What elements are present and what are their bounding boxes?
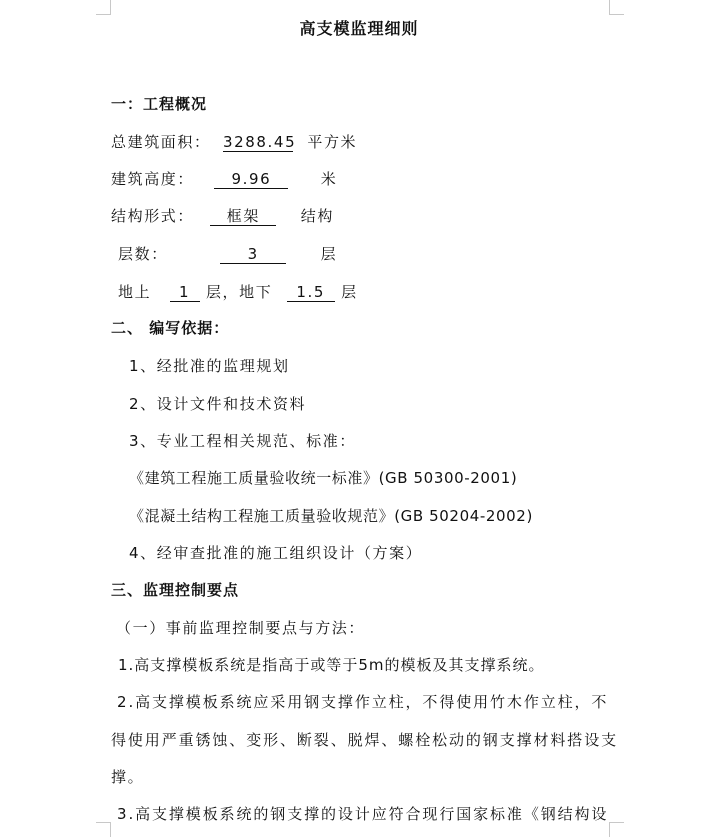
- standard-item: 《混凝土结构工程施工质量验收规范》(GB 50204-2002): [129, 507, 533, 525]
- paragraph-line: 3.高支撑模板系统的钢支撑的设计应符合现行国家标准《钢结构设: [117, 805, 609, 823]
- height-value: 9.96: [214, 170, 288, 189]
- floors-row: [118, 244, 337, 264]
- height-label: 建筑高度：: [111, 170, 195, 188]
- above-below-row: [118, 282, 358, 302]
- basis-item: 2、设计文件和技术资料: [129, 395, 307, 413]
- paragraph-line: 撑。: [111, 768, 145, 786]
- paragraph-line: 得使用严重锈蚀、变形、断裂、脱焊、螺栓松动的钢支撑材料搭设支: [111, 731, 619, 749]
- section3-heading: 三、监理控制要点: [111, 581, 240, 599]
- below-value: 1.5: [287, 283, 335, 302]
- paragraph: 1.高支撑模板系统是指高于或等于5m的模板及其支撑系统。: [118, 656, 545, 674]
- basis-item: 3、专业工程相关规范、标准：: [129, 432, 356, 450]
- above-unit: 层，地下: [205, 283, 273, 301]
- section1-heading: 一：工程概况: [111, 95, 208, 113]
- area-label: 总建筑面积：: [111, 133, 211, 151]
- floors-value: 3: [220, 245, 286, 264]
- below-unit: 层: [341, 283, 358, 301]
- page-corner-mark: [609, 0, 624, 15]
- above-value: 1: [170, 283, 200, 302]
- height-row: [111, 169, 337, 189]
- document-title: 高支模监理细则: [299, 19, 419, 38]
- standard-item: 《建筑工程施工质量验收统一标准》(GB 50300-2001): [129, 469, 518, 487]
- basis-item: 4、经审查批准的施工组织设计（方案）: [129, 544, 423, 562]
- above-label: 地上: [118, 283, 152, 301]
- basis-item: 1、经批准的监理规划: [129, 357, 290, 375]
- structure-unit: 结构: [300, 207, 334, 225]
- page-corner-mark: [96, 822, 111, 837]
- area-unit: 平方米: [307, 133, 358, 151]
- area-value: 3288.45: [222, 133, 297, 151]
- page-corner-mark: [609, 822, 624, 837]
- floors-unit: 层: [320, 245, 338, 263]
- structure-label: 结构形式：: [111, 207, 195, 225]
- structure-value: 框架: [210, 207, 276, 226]
- paragraph-line: 2.高支撑模板系统应采用钢支撑作立柱，不得使用竹木作立柱，不: [117, 693, 609, 711]
- page-corner-mark: [96, 0, 111, 15]
- height-unit: 米: [320, 170, 338, 188]
- area-row: [111, 132, 357, 152]
- section2-heading: 二、 编写依据：: [111, 319, 230, 337]
- structure-row: [111, 206, 334, 226]
- floors-label: 层数：: [118, 245, 168, 263]
- section3-subheading: （一）事前监理控制要点与方法：: [116, 619, 366, 637]
